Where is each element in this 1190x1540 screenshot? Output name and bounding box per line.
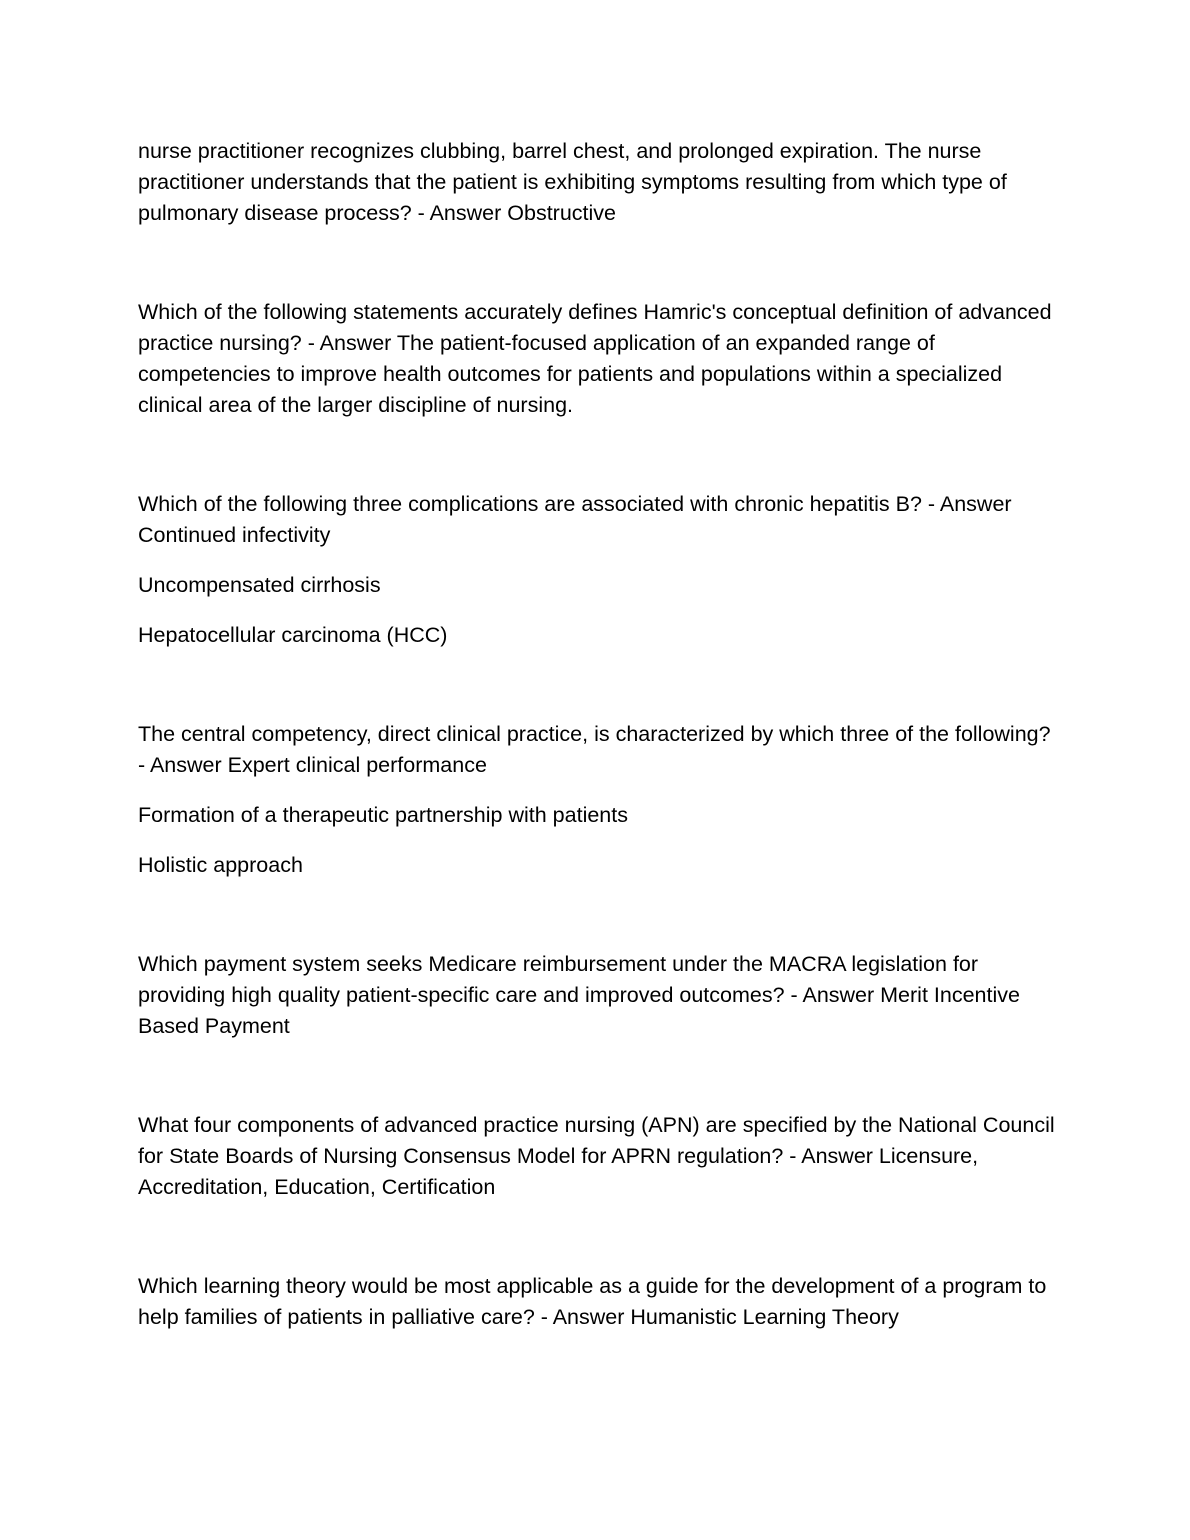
question-answer-text: Which of the following statements accurately defines Hamric's conceptual definition of advanced practice nursing? - Answer The patient-focused application of an expanded range of competencies to improve health outcomes for patients and populations within a specialized clinical area of the larger discipline of nursing. bbox=[138, 300, 1052, 417]
question-answer-text: The central competency, direct clinical practice, is characterized by which three of the following? - Answer Expert clinical performance bbox=[138, 722, 1051, 777]
question-answer-text: nurse practitioner recognizes clubbing, barrel chest, and prolonged expiration. The nurse practitioner understands that the patient is exhibiting symptoms resulting from which type of pulmonary disease process? - Answer Obstructive bbox=[138, 139, 1007, 225]
answer-item: Uncompensated cirrhosis bbox=[138, 573, 381, 597]
qa-block-learning-theory bbox=[138, 1271, 1058, 1333]
qa-block-apn-components bbox=[138, 1110, 1058, 1203]
question-answer-text: Which learning theory would be most applicable as a guide for the development of a program to help families of patients in palliative care? - Answer Humanistic Learning Theory bbox=[138, 1274, 1047, 1329]
qa-block-direct-clinical-practice bbox=[138, 719, 1058, 881]
question-answer-text: What four components of advanced practice nursing (APN) are specified by the National Council for State Boards of Nursing Consensus Model for APRN regulation? - Answer Licensure, Accreditation, Education, Certification bbox=[138, 1113, 1055, 1199]
answer-item: Hepatocellular carcinoma (HCC) bbox=[138, 623, 448, 647]
answer-item: Holistic approach bbox=[138, 853, 303, 877]
question-answer-text: Which payment system seeks Medicare reimbursement under the MACRA legislation for providing high quality patient-specific care and improved outcomes? - Answer Merit Incentive Based Payment bbox=[138, 952, 1020, 1038]
qa-block-macra bbox=[138, 949, 1058, 1042]
qa-block-hamric bbox=[138, 297, 1058, 421]
document-page bbox=[138, 136, 1058, 1333]
qa-block-hepatitis-b bbox=[138, 489, 1058, 651]
answer-item: Formation of a therapeutic partnership with patients bbox=[138, 803, 628, 827]
question-answer-text: Which of the following three complications are associated with chronic hepatitis B? - Answer Continued infectivity bbox=[138, 492, 1012, 547]
qa-block-pulmonary bbox=[138, 136, 1058, 229]
